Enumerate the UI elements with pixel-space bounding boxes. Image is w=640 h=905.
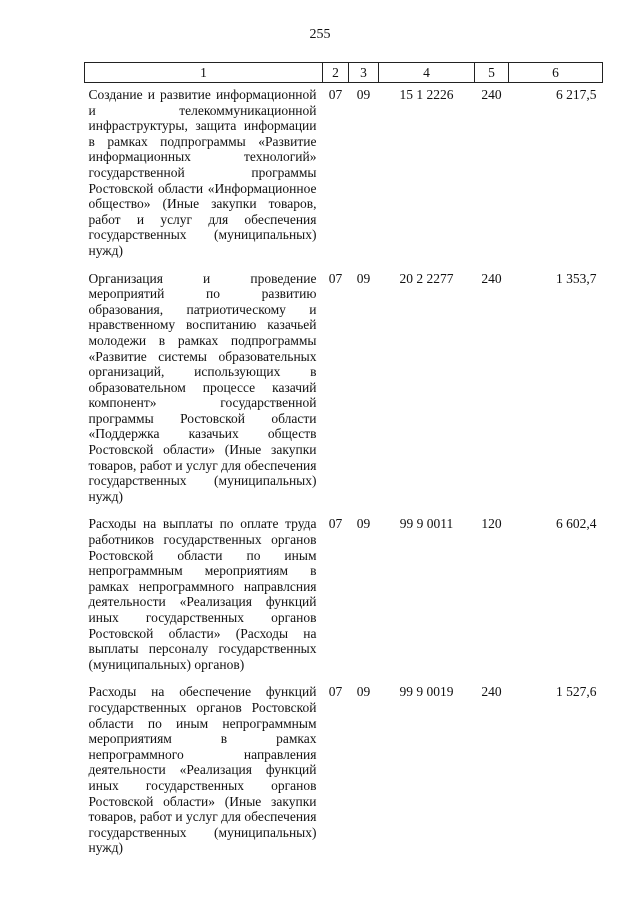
- row-target-article-code: 15 1 2226: [399, 87, 454, 102]
- table-header-row: [85, 63, 603, 83]
- row-subsection-code: 09: [356, 516, 371, 532]
- column-header-6: 6: [509, 63, 603, 83]
- column-header-1: 1: [85, 63, 323, 83]
- row-description: Организация и проведение мероприятий по развитию образования, патриотическому и нравственному воспитанию казачьей молодежи в рамках подпрограммы «Развитие системы образовательных организаций, использующих в образовательном процессе казачий компонент» государственной программы Ростовской области «Поддержка казачьих обществ Ростовской области» (Иные закупки товаров, работ и услуг для обеспечения государственных (муниципальных) нужд): [88, 270, 317, 504]
- row-section-code: 07: [328, 87, 343, 102]
- budget-table: [84, 62, 603, 868]
- row-target-article-code: 99 9 0011: [399, 516, 454, 532]
- row-section-code: 07: [328, 270, 343, 286]
- row-expense-type-code: 240: [481, 684, 502, 700]
- row-subsection-code: 09: [356, 87, 371, 102]
- page-number: 255: [309, 27, 331, 42]
- row-amount: 6 217,5: [556, 87, 597, 102]
- row-expense-type-code: 240: [481, 87, 502, 102]
- row-amount: 1 527,6: [556, 684, 597, 700]
- row-section-code: 07: [328, 516, 343, 532]
- row-amount: 6 602,4: [556, 516, 597, 532]
- row-amount: 1 353,7: [556, 270, 597, 286]
- row-expense-type-code: 240: [481, 270, 502, 286]
- row-target-article-code: 20 2 2277: [399, 270, 454, 286]
- row-section-code: 07: [328, 684, 343, 700]
- column-header-5: 5: [475, 63, 509, 83]
- row-description: Расходы на обеспечение функций государственных органов Ростовской области по иным непрограммным мероприятиям в рамках непрограммного направления деятельности «Реализация функций иных государственных органов Ростовской области» (Иные закупки товаров, работ и услуг для обеспечения государственных (муниципальных) нужд): [88, 684, 317, 856]
- column-header-4: 4: [379, 63, 475, 83]
- column-header-3: 3: [349, 63, 379, 83]
- row-description: Расходы на выплаты по оплате труда работников государственных органов Ростовской области по иным непрограммным мероприятиям в рамках непрограммного направлсния деятельности «Реализация функций иных государственных органов Ростовской области» (Расходы на выплаты персоналу государственных (муниципальных) органов): [88, 516, 317, 672]
- column-header-2: 2: [323, 63, 349, 83]
- table-row: [85, 271, 603, 517]
- row-subsection-code: 09: [356, 270, 371, 286]
- row-expense-type-code: 120: [481, 516, 502, 532]
- row-subsection-code: 09: [356, 684, 371, 700]
- table-row: [85, 684, 603, 868]
- row-description: Создание и развитие информационной и телекоммуникационной инфраструктуры, защита информации в рамках подпрограммы «Развитие информационных технологий» государственной программы Ростовской области «Информационное общество» (Иные закупки товаров, работ и услуг для обеспечения государственных (муниципальных) нужд): [88, 87, 317, 258]
- table-row: [85, 516, 603, 684]
- table-row: [85, 83, 603, 271]
- row-target-article-code: 99 9 0019: [399, 684, 454, 700]
